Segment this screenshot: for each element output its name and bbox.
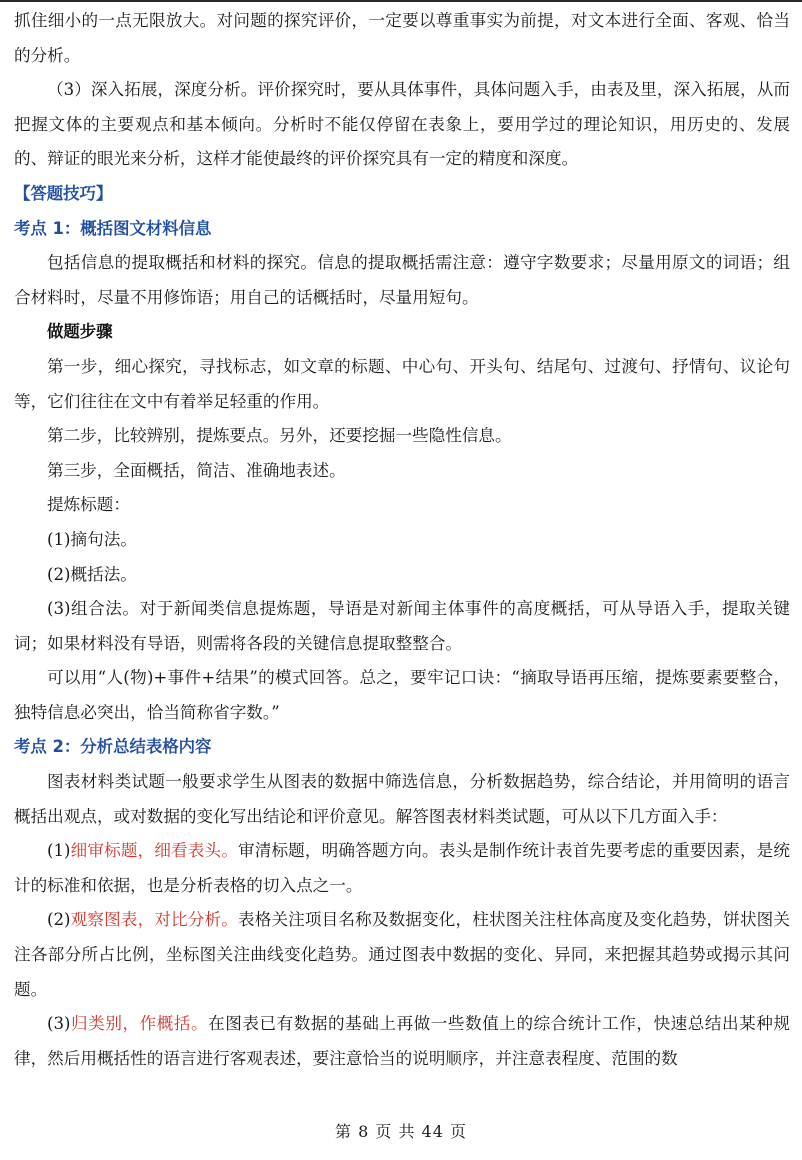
kaodian-1-intro: 包括信息的提取概括和材料的探究。信息的提取概括需注意：遵守字数要求；尽量用原文的词语；组合材料时，尽量不用修饰语；用自己的话概括时，尽量用短句。 — [14, 253, 790, 307]
aspect-1 — [14, 834, 790, 903]
top-rule — [0, 0, 802, 2]
aspect-3-highlight: 归类别，作概括。 — [70, 1014, 209, 1034]
paragraph-continuation: 抓住细小的一点无限放大。对问题的探究评价，一定要以尊重事实为前提，对文本进行全面、客观、恰当的分析。 — [14, 11, 790, 65]
aspect-2-text: 表格关注项目名称及数据变化，柱状图关注柱体高度及变化趋势，饼状图关注各部分所占比例，坐标图关注曲线变化趋势。通过图表中数据的变化、异同，来把握其趋势或揭示其问题。 — [14, 910, 791, 999]
page-footer: 第 8 页 共 44 页 — [335, 1122, 467, 1141]
kaodian-2-heading: 考点 2：分析总结表格内容 — [14, 737, 212, 757]
aspect-2 — [14, 903, 790, 1007]
step-3: 第三步，全面概括，简洁、准确地表述。 — [47, 460, 346, 480]
method-3: (3)组合法。对于新闻类信息提炼题，导语是对新闻主体事件的高度概括，可从导语入手，提取关键词；如果材料没有导语，则需将各段的关键信息提取整整合。 — [14, 599, 790, 653]
method-1: (1)摘句法。 — [47, 529, 137, 549]
kaodian-1-heading: 考点 1：概括图文材料信息 — [14, 218, 212, 238]
aspect-1-number: (1) — [47, 841, 71, 861]
step-1: 第一步，细心探究，寻找标志，如文章的标题、中心句、开头句、结尾句、过渡句、抒情句、议论句等，它们往往在文中有着举足轻重的作用。 — [14, 356, 790, 411]
paragraph-deep-analysis: （3）深入拓展，深度分析。评价探究时，要从具体事件，具体问题入手，由表及里，深入拓展，从而把握文体的主要观点和基本倾向。分析时不能仅停留在表象上，要用学过的理论知识，用历史的、发展的、辩证的眼光来分析，这样才能使最终的评价探究具有一定的精度和深度。 — [14, 80, 790, 169]
aspect-3-text: 在图表已有数据的基础上再做一些数值上的综合统计工作，快速总结出某种规律，然后用概括性的语言进行客观表述，要注意恰当的说明顺序，并注意表程度、范围的数 — [14, 1014, 791, 1068]
aspect-1-text: 审清标题，明确答题方向。表头是制作统计表首先要考虑的重要因素，是统计的标准和依据，也是分析表格的切入点之一。 — [14, 841, 791, 895]
document-page — [14, 4, 790, 1076]
model-answer: 可以用“人(物)+事件+结果”的模式回答。总之，要牢记口诀：“摘取导语再压缩，提炼要素要整合，独特信息必突出，恰当简称省字数。” — [14, 668, 790, 722]
step-2: 第二步，比较辨别，提炼要点。另外，还要挖掘一些隐性信息。 — [47, 426, 512, 446]
aspect-2-number: (2) — [47, 910, 71, 930]
aspect-2-highlight: 观察图表，对比分析。 — [70, 910, 238, 930]
aspect-3-number: (3) — [47, 1014, 71, 1034]
refine-title-label: 提炼标题： — [47, 495, 130, 515]
aspect-3 — [14, 1007, 790, 1076]
tips-heading: 【答题技巧】 — [14, 183, 113, 203]
aspect-1-highlight: 细审标题，细看表头。 — [70, 841, 238, 861]
steps-heading: 做题步骤 — [47, 322, 113, 342]
kaodian-2-intro: 图表材料类试题一般要求学生从图表的数据中筛选信息，分析数据趋势，综合结论，并用简明的语言概括出观点，或对数据的变化写出结论和评价意见。解答图表材料类试题，可从以下几方面入手： — [14, 772, 790, 826]
method-2: (2)概括法。 — [47, 564, 137, 584]
